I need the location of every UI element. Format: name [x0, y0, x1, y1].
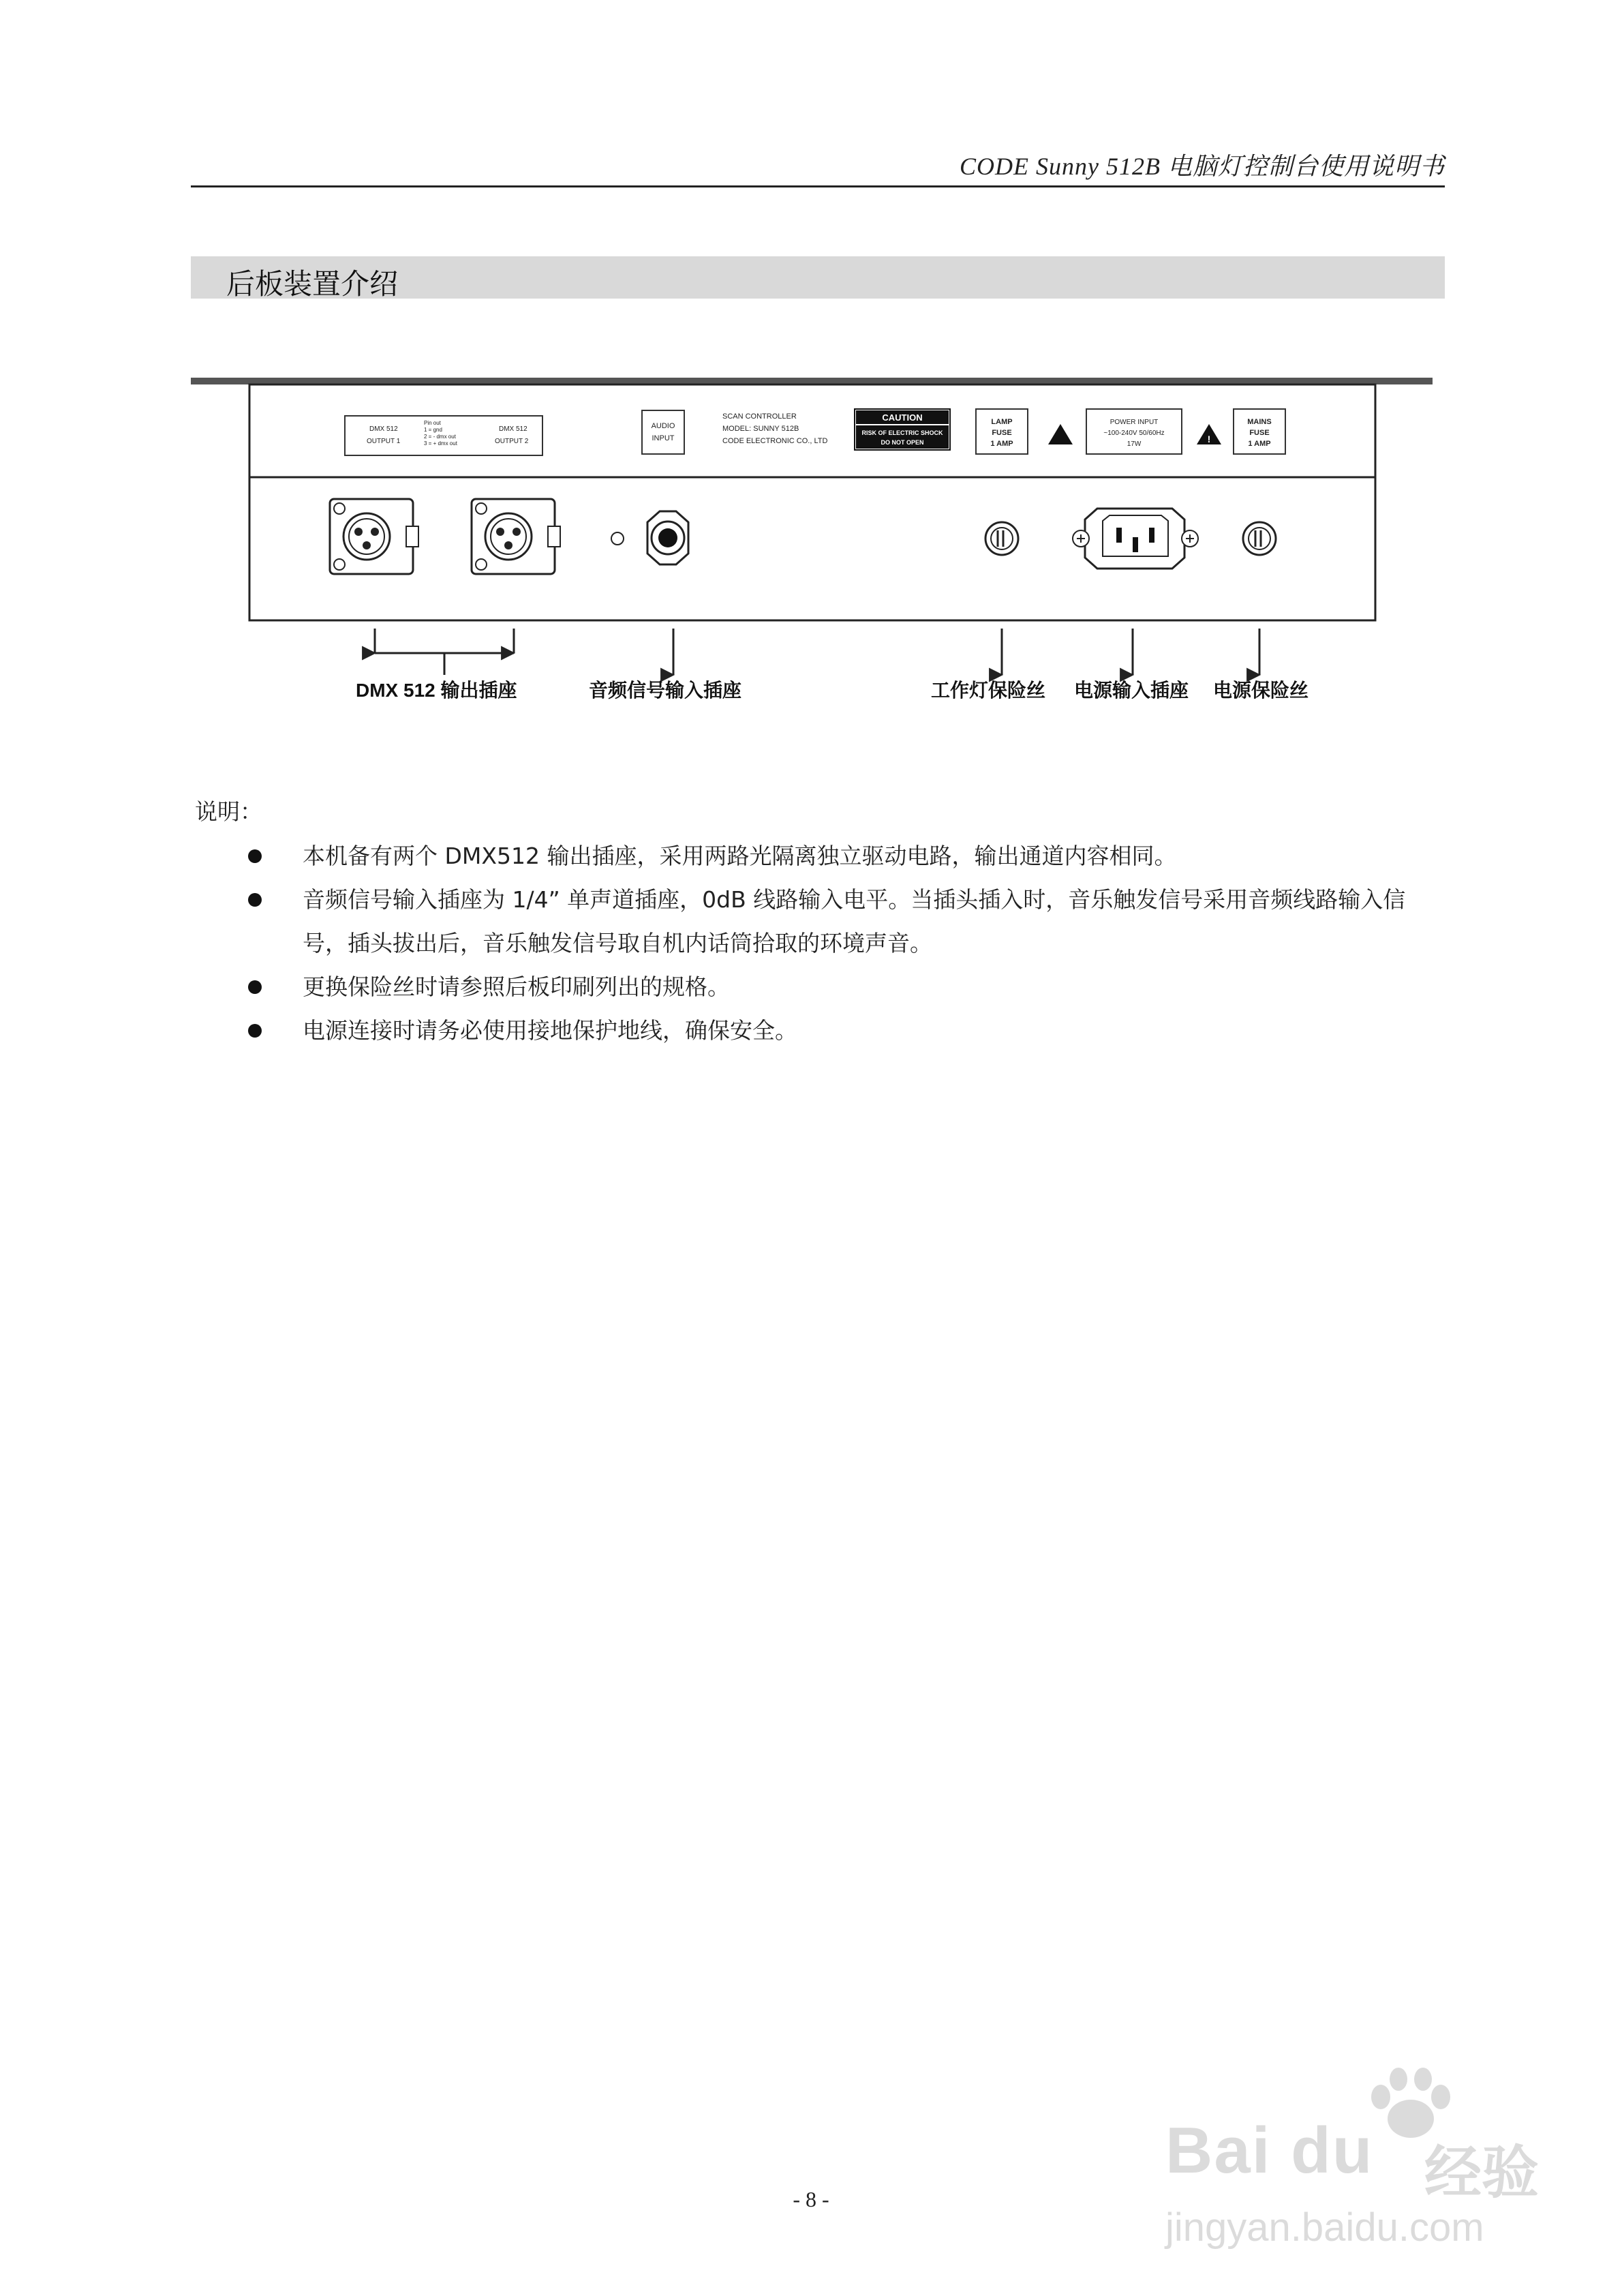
page-number: - 8 - [793, 2187, 829, 2211]
model-line2: MODEL: SUNNY 512B [722, 425, 799, 433]
caution-label [855, 409, 950, 450]
notes-list [232, 834, 1445, 1053]
note-text: 音频信号输入插座为 1/4” 单声道插座，0dB 线路输入电平。当插头插入时，音乐触发信号采用音频线路输入信号，插头拔出后，音乐触发信号取自机内话筒拾取的环境声音。 [303, 886, 1406, 956]
section-heading-bar [191, 256, 1445, 299]
callout-power-socket: 电源输入插座 [1074, 680, 1189, 701]
lamp-fuse-line2: FUSE [992, 429, 1012, 437]
rear-panel-diagram [191, 375, 1445, 723]
watermark-url: jingyan.baidu.com [1165, 2205, 1484, 2250]
section-title: 后板装置介绍 [226, 267, 399, 301]
xlr-connector-2-icon [472, 499, 560, 574]
list-item [232, 1009, 1445, 1053]
lamp-fuse-holder-icon [985, 522, 1018, 555]
mains-fuse-label [1234, 409, 1285, 454]
mains-fuse-line2: FUSE [1249, 429, 1270, 437]
dmx-right-line1: DMX 512 [499, 425, 527, 433]
header-title: CODE Sunny 512B 电脑灯控制台使用说明书 [960, 153, 1445, 180]
notes-label: 说明： [195, 798, 262, 825]
pinout-line4: 3 = + dmx out [424, 440, 457, 447]
pinout-line2: 1 = gnd [424, 427, 442, 433]
callout-dmx: DMX 512 输出插座 [356, 680, 517, 701]
audio-line1: AUDIO [651, 422, 675, 430]
callout-arrows [375, 629, 1259, 675]
model-line1: SCAN CONTROLLER [722, 412, 797, 421]
pinout-line3: 2 = - dmx out [424, 434, 456, 440]
power-input-label [1086, 409, 1182, 454]
callout-lamp-fuse: 工作灯保险丝 [931, 680, 1046, 701]
power-line1: POWER INPUT [1110, 419, 1159, 426]
list-item [232, 878, 1445, 965]
note-text: 本机备有两个 DMX512 输出插座，采用两路光隔离独立驱动电路，输出通道内容相同。 [303, 843, 1177, 869]
lamp-fuse-line1: LAMP [991, 418, 1013, 426]
list-item [232, 965, 1445, 1009]
callout-power-fuse: 电源保险丝 [1213, 680, 1309, 701]
bullet-icon [248, 849, 262, 863]
xlr-connector-1-icon [330, 499, 418, 574]
watermark-logo: Bai du [1165, 2114, 1374, 2187]
watermark-suffix: 经验 [1424, 2139, 1540, 2206]
bullet-icon [248, 893, 262, 907]
bullet-icon [248, 1024, 262, 1038]
mains-fuse-holder-icon [1243, 522, 1276, 555]
power-socket-icon [1073, 509, 1198, 569]
pinout-line1: Pin out [424, 420, 441, 426]
note-text: 电源连接时请务必使用接地保护地线，确保安全。 [303, 1017, 797, 1044]
indicator-led-icon [611, 532, 624, 545]
list-item [232, 834, 1445, 878]
caution-title: CAUTION [882, 412, 923, 423]
mains-fuse-line3: 1 AMP [1248, 440, 1271, 448]
baidu-watermark [1152, 2059, 1540, 2263]
lamp-fuse-label [976, 409, 1028, 454]
note-text: 更换保险丝时请参照后板印刷列出的规格。 [303, 973, 730, 1000]
lamp-fuse-line3: 1 AMP [990, 440, 1013, 448]
dmx-left-line1: DMX 512 [369, 425, 398, 433]
svg-text:!: ! [1207, 434, 1211, 444]
page-header [191, 143, 1445, 187]
bullet-icon [248, 980, 262, 994]
caution-line1: RISK OF ELECTRIC SHOCK [861, 429, 943, 436]
dmx-right-line2: OUTPUT 2 [495, 438, 529, 445]
audio-jack-icon [647, 511, 688, 564]
mains-fuse-line1: MAINS [1247, 418, 1272, 426]
power-line3: 17W [1127, 440, 1142, 448]
caution-line2: DO NOT OPEN [881, 439, 924, 446]
dmx-label-box [345, 416, 542, 455]
dmx-left-line2: OUTPUT 1 [367, 438, 401, 445]
audio-input-label [642, 410, 684, 454]
audio-line2: INPUT [652, 434, 675, 442]
power-line2: ~100-240V 50/60Hz [1103, 429, 1165, 437]
model-line3: CODE ELECTRONIC CO., LTD [722, 437, 828, 445]
callout-audio: 音频信号输入插座 [589, 680, 742, 701]
